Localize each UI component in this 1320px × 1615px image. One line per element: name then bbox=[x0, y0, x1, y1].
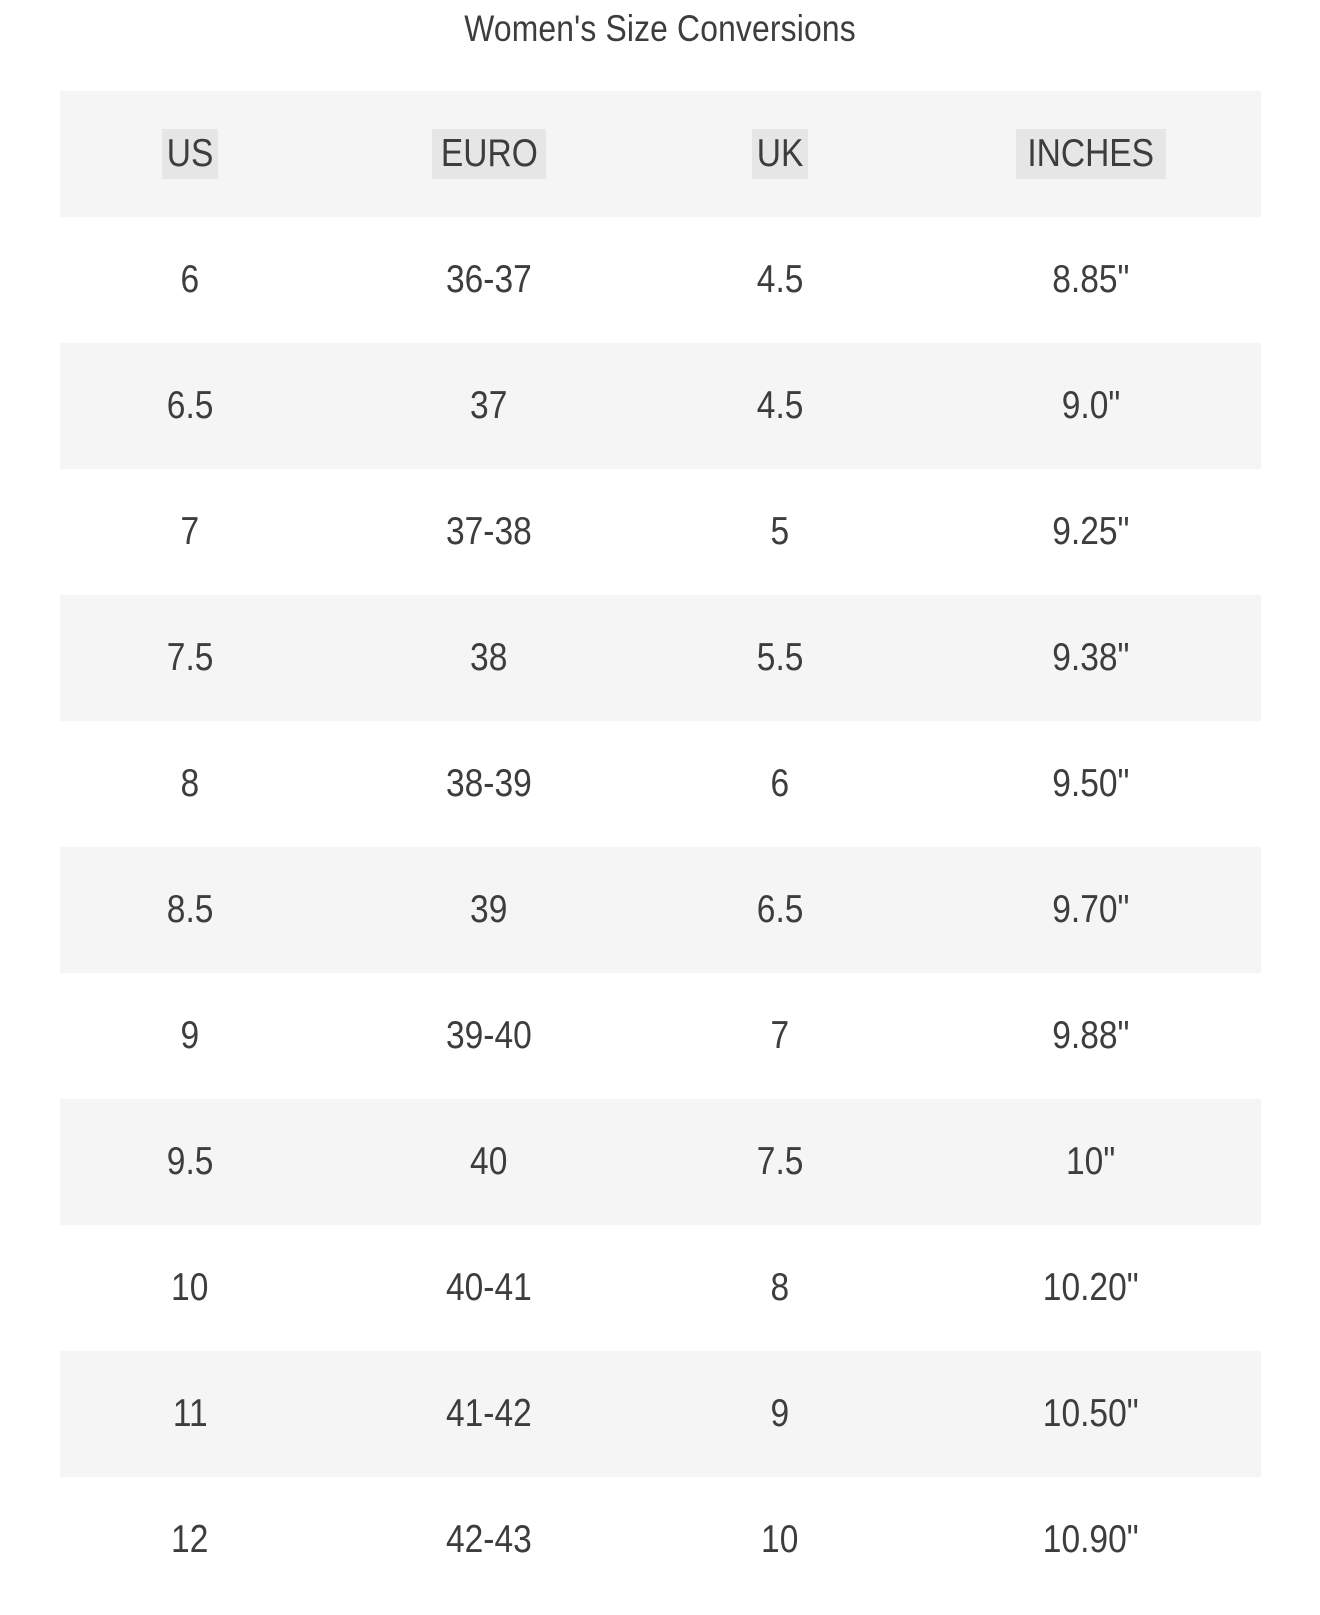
header-us: US bbox=[60, 91, 341, 217]
size-conversion-table bbox=[60, 91, 1261, 1603]
cell-inches: 10" bbox=[921, 1099, 1261, 1225]
header-euro: EURO bbox=[341, 91, 643, 217]
cell-inches: 9.88" bbox=[1052, 1014, 1130, 1057]
cell-us: 7.5 bbox=[60, 595, 341, 721]
cell-euro: 38 bbox=[341, 595, 643, 721]
table-row bbox=[60, 973, 1261, 1099]
cell-inches: 10.20" bbox=[1043, 1266, 1139, 1309]
table-row bbox=[60, 595, 1261, 721]
table-row bbox=[60, 1477, 1261, 1603]
cell-euro: 41-42 bbox=[341, 1351, 643, 1477]
header-uk: UK bbox=[643, 91, 921, 217]
cell-inches: 10.50" bbox=[921, 1351, 1261, 1477]
cell-euro: 37-38 bbox=[446, 510, 532, 553]
cell-inches: 10.90" bbox=[1043, 1518, 1139, 1561]
cell-us: 12 bbox=[171, 1518, 209, 1561]
cell-us: 10 bbox=[171, 1266, 209, 1309]
cell-uk: 10 bbox=[761, 1518, 799, 1561]
cell-us: 9 bbox=[180, 1014, 200, 1057]
cell-uk: 7.5 bbox=[643, 1099, 921, 1225]
cell-uk: 7 bbox=[770, 1014, 790, 1057]
cell-uk: 5.5 bbox=[643, 595, 921, 721]
cell-euro: 39-40 bbox=[446, 1014, 532, 1057]
cell-inches: 9.25" bbox=[1052, 510, 1130, 553]
cell-uk: 4.5 bbox=[643, 343, 921, 469]
table-row bbox=[60, 217, 1261, 343]
cell-us: 7 bbox=[180, 510, 200, 553]
table-row bbox=[60, 721, 1261, 847]
cell-us: 11 bbox=[60, 1351, 341, 1477]
table-row bbox=[60, 1225, 1261, 1351]
cell-uk: 6 bbox=[770, 762, 790, 805]
table-row bbox=[60, 469, 1261, 595]
cell-euro: 42-43 bbox=[446, 1518, 532, 1561]
table-row bbox=[60, 847, 1261, 973]
cell-us: 6.5 bbox=[60, 343, 341, 469]
cell-uk: 8 bbox=[770, 1266, 790, 1309]
cell-euro: 40-41 bbox=[446, 1266, 532, 1309]
cell-euro: 36-37 bbox=[446, 258, 532, 301]
cell-euro: 37 bbox=[341, 343, 643, 469]
cell-euro: 39 bbox=[341, 847, 643, 973]
cell-inches: 9.50" bbox=[1052, 762, 1130, 805]
cell-uk: 9 bbox=[643, 1351, 921, 1477]
table-row bbox=[60, 1351, 1261, 1477]
cell-inches: 9.0" bbox=[921, 343, 1261, 469]
cell-inches: 9.70" bbox=[921, 847, 1261, 973]
header-inches: INCHES bbox=[921, 91, 1261, 217]
cell-us: 6 bbox=[180, 258, 200, 301]
cell-euro: 40 bbox=[341, 1099, 643, 1225]
cell-uk: 6.5 bbox=[643, 847, 921, 973]
cell-uk: 5 bbox=[770, 510, 790, 553]
table-row bbox=[60, 1099, 1261, 1225]
table-header-row bbox=[60, 91, 1261, 217]
page-title: Women's Size Conversions bbox=[464, 8, 856, 49]
cell-us: 8 bbox=[180, 762, 200, 805]
cell-us: 8.5 bbox=[60, 847, 341, 973]
cell-inches: 9.38" bbox=[921, 595, 1261, 721]
cell-euro: 38-39 bbox=[446, 762, 532, 805]
table-row bbox=[60, 343, 1261, 469]
cell-uk: 4.5 bbox=[756, 258, 804, 301]
cell-inches: 8.85" bbox=[1052, 258, 1130, 301]
cell-us: 9.5 bbox=[60, 1099, 341, 1225]
